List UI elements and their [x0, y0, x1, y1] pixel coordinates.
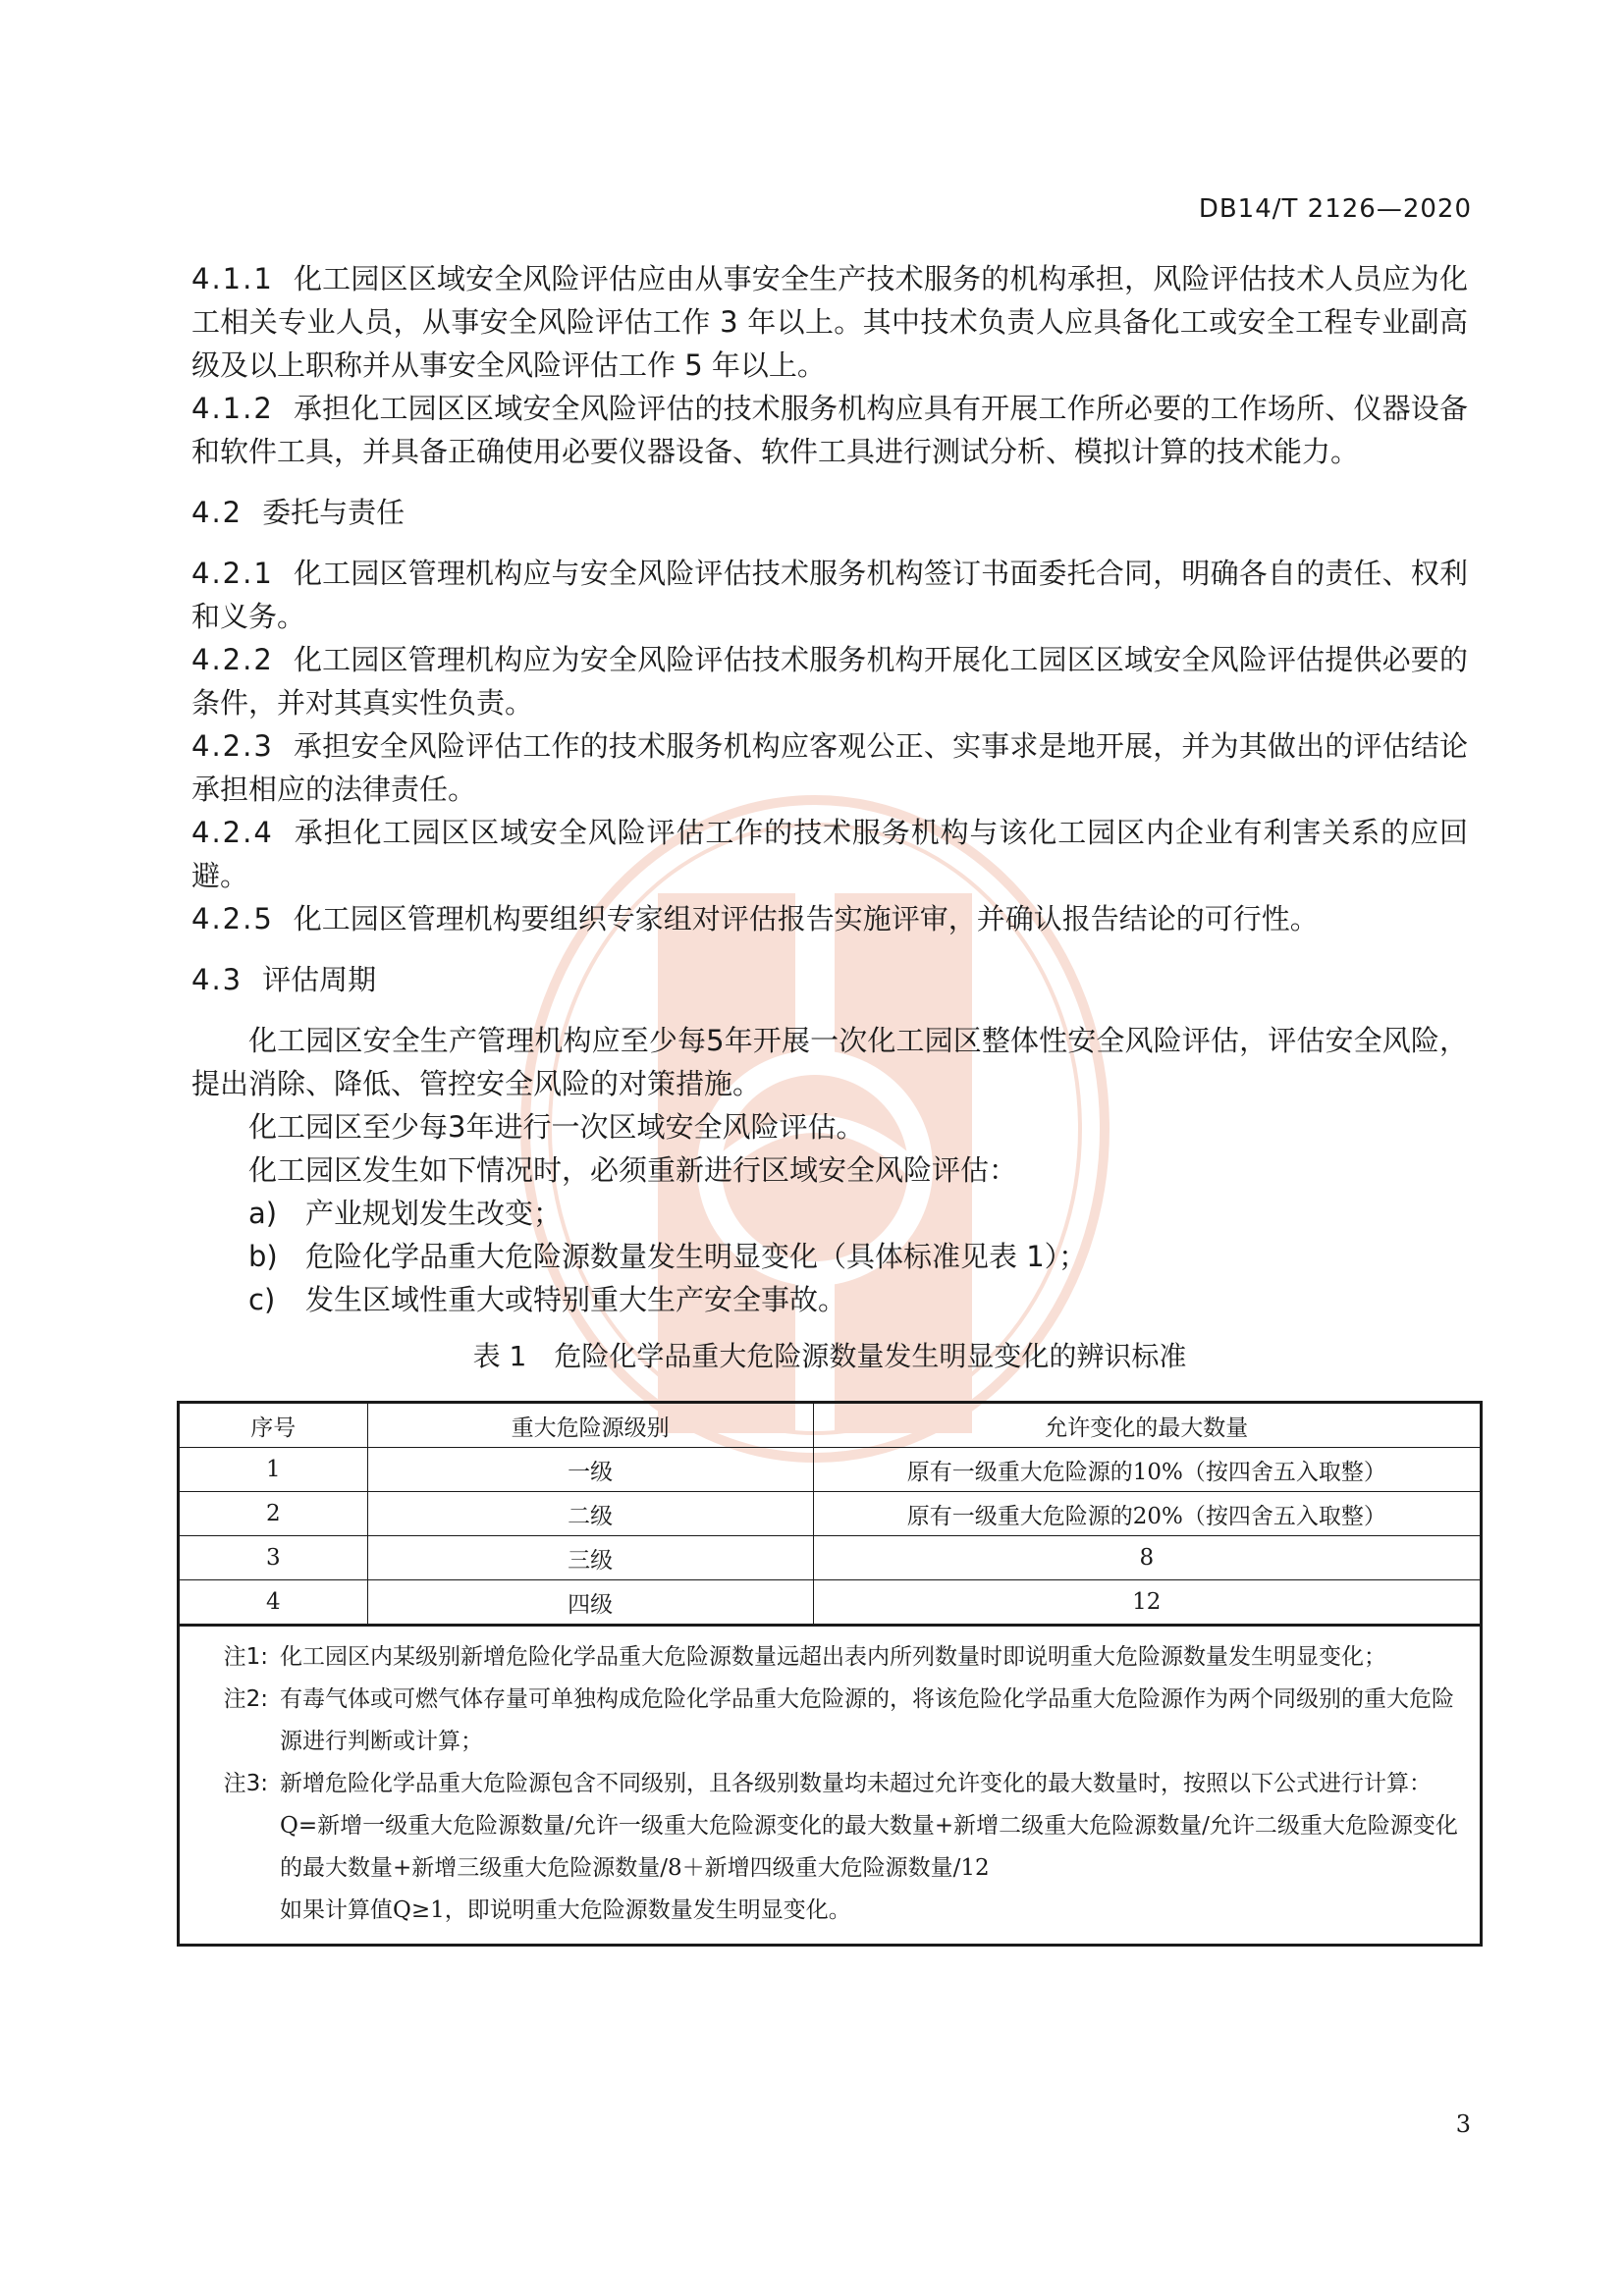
table-cell: 原有一级重大危险源的10%（按四舍五入取整）	[813, 1448, 1481, 1492]
table-header-row	[179, 1403, 1482, 1448]
page-number: 3	[1455, 2110, 1471, 2138]
table-cell: 8	[813, 1536, 1481, 1580]
table-cell: 1	[179, 1448, 368, 1492]
table-cell: 2	[179, 1492, 368, 1536]
document-body	[191, 257, 1468, 1388]
table-notes-row	[179, 1626, 1482, 1946]
table-cell: 四级	[367, 1580, 813, 1626]
cycle-paragraph: 化工园区至少每3年进行一次区域安全风险评估。	[248, 1110, 865, 1144]
table-cell: 4	[179, 1580, 368, 1626]
clause-4-2-1: 4.2.1 化工园区管理机构应与安全风险评估技术服务机构签订书面委托合同，明确各自的责任、权利和义务。	[191, 557, 1468, 633]
table-header-cell: 允许变化的最大数量	[813, 1403, 1481, 1448]
hazard-criteria-table	[177, 1401, 1483, 1947]
table-row	[179, 1448, 1482, 1492]
section-heading-4-2: 4.2 委托与责任	[191, 496, 406, 529]
list-item: b) 危险化学品重大危险源数量发生明显变化（具体标准见表 1）；	[248, 1240, 1088, 1273]
table-header-cell: 序号	[179, 1403, 368, 1448]
table-note: 注2: 有毒气体或可燃气体存量可单独构成危险化学品重大危险源的，将该危险化学品重大危险源作为两个同级别的重大危险源进行判断或计算；	[223, 1686, 1454, 1754]
table-row	[179, 1492, 1482, 1536]
list-item: c) 发生区域性重大或特别重大生产安全事故。	[248, 1283, 847, 1316]
table-note: 注3: 新增危险化学品重大危险源包含不同级别，且各级别数量均未超过允许变化的最大数量时，按照以下公式进行计算：	[223, 1771, 1432, 1796]
table-header-cell: 重大危险源级别	[367, 1403, 813, 1448]
clause-4-1-1: 4.1.1 化工园区区域安全风险评估应由从事安全生产技术服务的机构承担，风险评估技术人员应为化工相关专业人员，从事安全风险评估工作 3 年以上。其中技术负责人应具备化工或安全工程专业副高级及以上职称并从事安全风险评估工作 5 年以上。	[191, 262, 1468, 382]
list-item: a) 产业规划发生改变；	[248, 1197, 563, 1230]
section-heading-4-3: 4.3 评估周期	[191, 963, 377, 996]
formula-text: Q=新增一级重大危险源数量/允许一级重大危险源变化的最大数量+新增二级重大危险源数量/允许二级重大危险源变化的最大数量+新增三级重大危险源数量/8＋新增四级重大危险源数量/12	[280, 1813, 1458, 1881]
table-row	[179, 1536, 1482, 1580]
cycle-paragraph: 化工园区发生如下情况时，必须重新进行区域安全风险评估：	[248, 1153, 1018, 1187]
table-row	[179, 1580, 1482, 1626]
table-note: 注1: 化工园区内某级别新增危险化学品重大危险源数量远超出表内所列数量时即说明重大危险源数量发生明显变化；	[223, 1644, 1386, 1670]
clause-4-2-5: 4.2.5 化工园区管理机构要组织专家组对评估报告实施评审，并确认报告结论的可行性。	[191, 902, 1319, 935]
table-cell: 三级	[367, 1536, 813, 1580]
table-title: 表 1 危险化学品重大危险源数量发生明显变化的辨识标准	[472, 1340, 1187, 1372]
document-code: DB14/T 2126—2020	[1198, 194, 1472, 224]
table-cell: 一级	[367, 1448, 813, 1492]
table-cell: 二级	[367, 1492, 813, 1536]
clause-4-2-4: 4.2.4 承担化工园区区域安全风险评估工作的技术服务机构与该化工园区内企业有利害关系的应回避。	[191, 816, 1468, 892]
table-cell: 原有一级重大危险源的20%（按四舍五入取整）	[813, 1492, 1481, 1536]
cycle-paragraph: 化工园区安全生产管理机构应至少每5年开展一次化工园区整体性安全风险评估，评估安全风险，提出消除、降低、管控安全风险的对策措施。	[191, 1024, 1468, 1100]
table-cell: 12	[813, 1580, 1481, 1626]
clause-4-2-3: 4.2.3 承担安全风险评估工作的技术服务机构应客观公正、实事求是地开展，并为其做出的评估结论承担相应的法律责任。	[191, 729, 1468, 806]
table-cell: 3	[179, 1536, 368, 1580]
clause-4-2-2: 4.2.2 化工园区管理机构应为安全风险评估技术服务机构开展化工园区区域安全风险评估提供必要的条件，并对其真实性负责。	[191, 643, 1468, 720]
formula-conclusion: 如果计算值Q≥1，即说明重大危险源数量发生明显变化。	[280, 1897, 851, 1923]
table-notes	[179, 1626, 1482, 1946]
clause-4-1-2: 4.1.2 承担化工园区区域安全风险评估的技术服务机构应具有开展工作所必要的工作场所、仪器设备和软件工具，并具备正确使用必要仪器设备、软件工具进行测试分析、模拟计算的技术能力。	[191, 392, 1468, 468]
